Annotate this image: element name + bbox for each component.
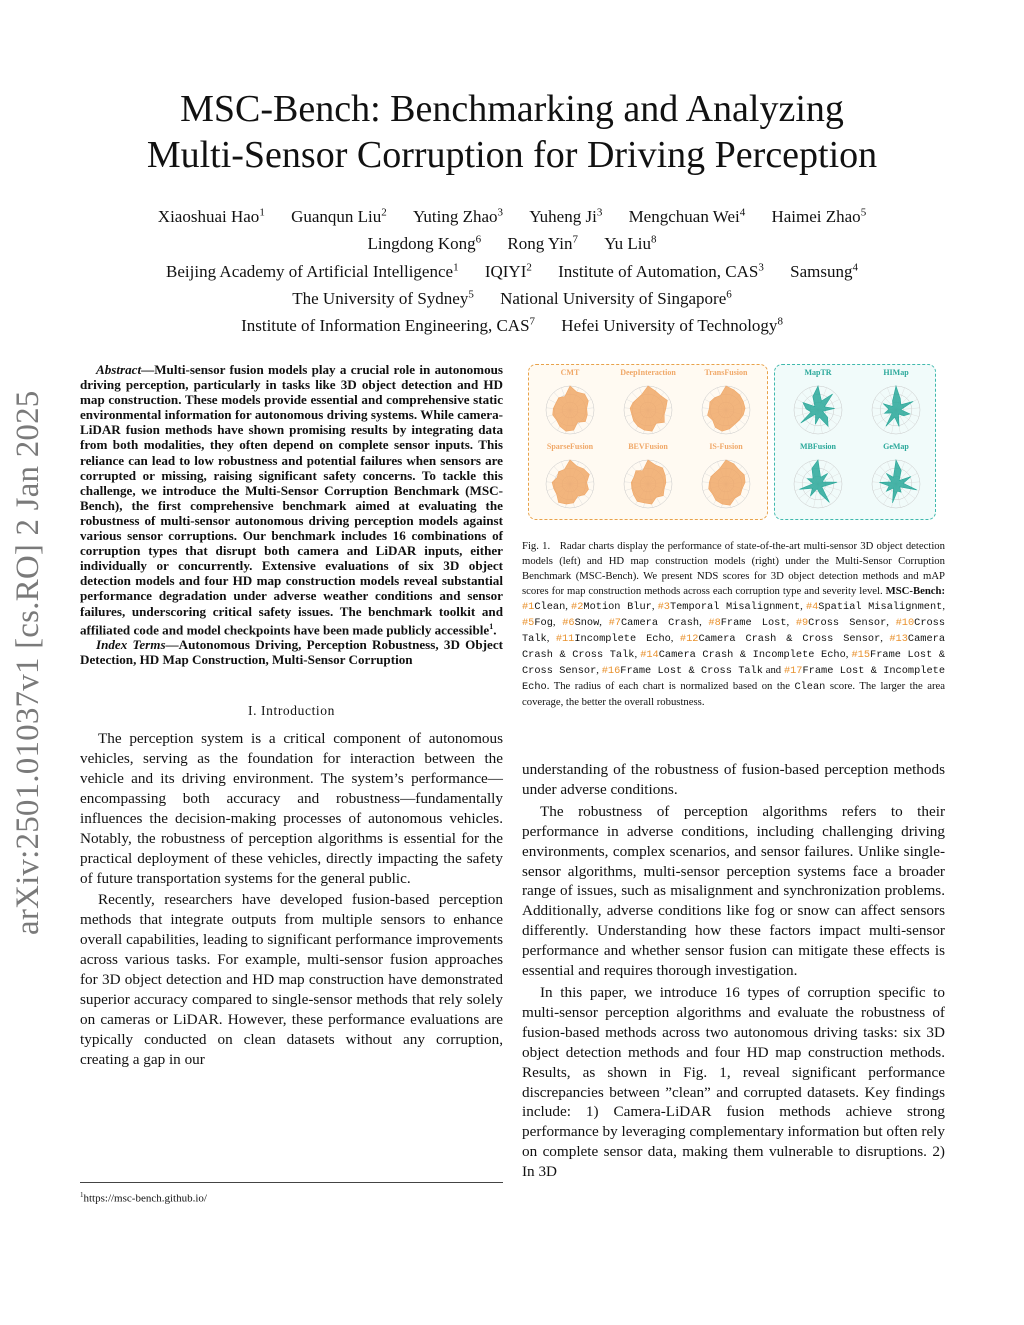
intro-paragraph-2: Recently, researchers have developed fusion-based perception methods that integrate outputs from multiple sensors to enhance overall capabilities, leading to significant performance improvements across various tasks. For example, multi-sensor fusion approaches for 3D object detection and HD map construction have demonstrated superior accuracy compared to single-sensor methods that rely solely on cameras or LiDAR. However, these performance evaluations are typically conducted on clean datasets without any corruption, creating a gap in our — [80, 891, 503, 1068]
radar-model-name: HIMap — [883, 368, 909, 377]
author-name: Mengchuan Wei$^4$ — [628, 206, 746, 226]
corruption-index: #11 — [555, 633, 575, 645]
author-row-2 — [70, 228, 954, 255]
radar-area — [879, 460, 917, 503]
abstract — [80, 362, 503, 667]
affiliation: Beijing Academy of Artificial Intelligence$^1$ — [166, 260, 459, 281]
affiliation: Samsung$^4$ — [790, 260, 858, 281]
radar-model-name: BEVFusion — [628, 442, 668, 451]
right-paragraph-1: understanding of the robustness of fusion-based perception methods under adverse conditions. — [522, 761, 945, 798]
caption-clean-term: Clean — [794, 681, 826, 693]
corruption-index: #7 — [608, 617, 621, 629]
abstract-text: —Multi-sensor fusion models play a crucial role in autonomous driving perception, particularly in tasks like 3D object detection and HD map construction. These models provide essential and comprehensive static environmental information for autonomous driving systems. While camera-LiDAR fusion methods have shown promising results by integrating data from both modalities, they often depend on complete sensor inputs. This reliance can lead to low robustness and potential failures when sensors are corrupted or missing, raising significant safety concerns. To tackle this challenge, we introduce the Multi-Sensor Corruption Benchmark (MSC-Bench), the first comprehensive benchmark aimed at evaluating the robustness of multi-sensor autonomous driving perception models against various sensor corruptions. Our benchmark includes 16 combinations of corruption types that disrupt both camera and LiDAR inputs, either individually or concurrently. Extensive evaluations of six 3D object detection models and four HD map construction models reveal substantial performance degradation under adverse weather conditions and sensor failures, underscoring critical safety issues. The benchmark toolkit and affiliated code and model checkpoints have been made publicly accessible — [80, 362, 503, 637]
affiliation: Institute of Automation, CAS$^3$ — [558, 260, 764, 281]
radar-area — [708, 386, 746, 431]
author-block — [70, 201, 954, 338]
corruption-index: #10 — [895, 617, 915, 629]
corruption-name: Frame Lost & Cross Sensor — [522, 649, 946, 677]
corruption-name: Frame Lost & Incomplete Echo — [522, 665, 945, 693]
radar-area — [801, 386, 835, 426]
abstract-footnote-mark: 1 — [489, 621, 494, 631]
paper-title — [70, 86, 954, 178]
radar-chart — [532, 442, 608, 516]
radar-plot — [780, 379, 856, 441]
radar-chart — [858, 442, 934, 516]
figure-caption — [522, 539, 945, 710]
footnote — [80, 1182, 503, 1206]
radar-chart — [610, 368, 686, 442]
radar-chart — [858, 368, 934, 442]
author-name: Guanqun Liu$^2$ — [291, 206, 387, 226]
corruption-index: #9 — [795, 617, 809, 629]
corruption-index: #13 — [889, 633, 908, 645]
right-paragraph-2: The robustness of perception algorithms refers to their performance in adverse conditions, including challenging driving environments, complex scenarios, and sensor failures. Unlike single-sensor algorithms, multi-sensor perception systems face a broader range of issues, such as misalignment and synchronization problems. Additionally, adverse conditions like fog or snow can affect sensors differently. Understanding how these factors impact multi-sensor performance and whether sensor fusion can mitigate these effects is essential and requires thorough investigation. — [522, 802, 945, 980]
radar-area — [553, 386, 589, 431]
author-name: Yuheng Ji$^3$ — [529, 206, 603, 226]
affiliation: Hefei University of Technology$^8$ — [561, 315, 783, 336]
corruption-name: Clean — [534, 601, 566, 613]
caption-tail-text: score. The larger the area coverage, the better the overall robustness. — [522, 680, 946, 708]
corruption-index: #5 — [522, 617, 535, 629]
index-terms-text: —Autonomous Driving, Perception Robustness, 3D Object Detection, HD Map Construction, Multi-Sensor Corruption — [80, 637, 503, 668]
corruption-name: Camera Crash — [620, 617, 700, 629]
corruption-index: #4 — [805, 601, 819, 613]
title-line-1: MSC-Bench: Benchmarking and Analyzing — [180, 88, 844, 130]
affiliation-row-2 — [70, 283, 954, 310]
radar-model-name: SparseFusion — [546, 442, 594, 451]
corruption-name: Fog — [534, 617, 553, 629]
footnote-url[interactable]: https://msc-bench.github.io/ — [83, 1192, 207, 1205]
radar-chart — [780, 442, 856, 516]
radar-chart — [780, 368, 856, 442]
radar-area — [709, 460, 745, 505]
author-name: Lingdong Kong$^6$ — [367, 233, 482, 254]
corruption-name: Camera Crash & Incomplete Echo — [658, 649, 846, 661]
corruption-index: #3 — [657, 601, 670, 613]
radar-chart — [688, 368, 764, 442]
affiliation: National University of Singapore$^6$ — [500, 288, 732, 309]
corruption-index: #15 — [851, 649, 871, 661]
caption-label: Fig. 1. — [522, 540, 551, 552]
author-name: Xiaoshuai Hao$^1$ — [157, 206, 265, 226]
radar-plot — [688, 453, 764, 515]
corruption-name: Cross Sensor — [808, 617, 887, 629]
footnote-number: 1 — [80, 1191, 84, 1199]
radar-plot — [780, 453, 856, 515]
affiliation: The University of Sydney$^5$ — [292, 288, 474, 309]
radar-model-name: CMT — [560, 368, 580, 377]
affiliation-row-1 — [70, 256, 954, 283]
author-name: Yuting Zhao$^3$ — [413, 206, 504, 226]
corruption-name: Cross Talk — [522, 617, 946, 645]
index-terms — [80, 637, 503, 667]
corruption-index: #12 — [679, 633, 699, 645]
abstract-label: Abstract — [96, 362, 142, 377]
radar-plot — [610, 379, 686, 441]
corruption-name: Temporal Misalignment — [669, 601, 801, 613]
corruption-index: #8 — [708, 617, 721, 629]
index-terms-label: Index Terms — [96, 637, 166, 653]
radar-plot — [858, 453, 934, 515]
affiliation: Institute of Information Engineering, CAS$^7$ — [241, 315, 536, 336]
radar-area — [883, 386, 913, 427]
affiliation-row-3 — [70, 311, 954, 338]
title-line-2: Multi-Sensor Corruption for Driving Perception — [146, 134, 878, 176]
radar-plot — [858, 379, 934, 441]
corruption-index: #6 — [562, 617, 575, 629]
radar-plot — [688, 379, 764, 441]
corruption-name: Frame Lost & Cross Talk — [620, 665, 763, 677]
radar-plot — [532, 453, 608, 515]
radar-model-name: DeepInteraction — [620, 368, 676, 377]
radar-chart — [610, 442, 686, 516]
intro-paragraph-1: The perception system is a critical component of autonomous vehicles, serving as the foundation for interaction between the vehicle and its driving environment. The system’s performance—encompassing both accuracy and robustness—fundamentally influences the decision-making processes of autonomous vehicles. Notably, the robustness of perception algorithms is essential for the practical deployment of these vehicles, directly impacting the safety of future transportation systems for the general public. — [80, 730, 503, 887]
corruption-name: Frame Lost — [720, 617, 787, 629]
left-column — [80, 362, 503, 1072]
corruption-index: #1 — [522, 601, 535, 613]
radar-plot — [532, 379, 608, 441]
right-paragraph-3: In this paper, we introduce 16 types of corruption specific to multi-sensor perception algorithms and evaluate the robustness of fusion-based methods across two autonomous driving tasks: six 3D object detection methods and four HD map construction methods. Results, as shown in Fig. 1, reveal significant performance discrepancies between ”clean” and corrupted datasets. Key findings include: 1) Camera-LiDAR fusion methods achieve strong performance by leveraging complementary information but often rely on complete sensor data, making them vulnerable to disruptions. 2) In 3D — [522, 983, 945, 1181]
caption-corruption-list: #1Clean, #2Motion Blur, #3Temporal Misalignment, #4Spatial Misalignment, #5Fog, #6Snow, #7Camera Crash, #8Frame Lost, #9Cross Sensor, #10Cross Talk, #11Incomplete Echo, #12Camera Crash & Cross Sensor, #13Camera Crash & Cross Talk, #14Camera Crash & Incomplete Echo, #15Frame Lost & Cross Sensor, #16Frame Lost & Cross Talk and #17Frame Lost & Incomplete Echo. — [522, 600, 946, 693]
author-name: Rong Yin$^7$ — [507, 233, 578, 254]
radar-model-name: MBFusion — [799, 442, 836, 451]
section-heading-introduction: I. Introduction — [248, 703, 335, 719]
right-column-body — [522, 760, 945, 1184]
corruption-index: #16 — [601, 665, 621, 677]
introduction-body — [80, 729, 503, 1069]
corruption-name: Camera Crash & Cross Sensor — [698, 633, 881, 645]
radar-chart — [532, 368, 608, 442]
corruption-name: Spatial Misalignment — [818, 601, 943, 613]
arxiv-identifier: arXiv:2501.01037v1 [cs.RO] 2 Jan 2025 — [10, 390, 46, 935]
corruption-name: Motion Blur — [583, 601, 652, 613]
caption-bold-label: MSC-Bench: — [885, 585, 946, 597]
radar-area — [630, 386, 667, 431]
author-name: Yu Liu$^8$ — [604, 233, 657, 254]
corruption-index: #14 — [640, 649, 659, 661]
author-row-1 — [70, 201, 954, 228]
radar-model-name: IS-Fusion — [709, 442, 743, 451]
corruption-index: #2 — [571, 601, 584, 613]
corruption-name: Incomplete Echo — [574, 633, 671, 645]
radar-area — [800, 460, 838, 502]
radar-model-name: GeMap — [883, 442, 909, 451]
corruption-index: #17 — [783, 665, 803, 677]
radar-area — [552, 460, 589, 504]
affiliation: IQIYI$^2$ — [484, 260, 532, 281]
radar-model-name: MapTR — [804, 368, 832, 377]
caption-normalize-text: The radius of each chart is normalized based on the — [553, 680, 790, 692]
author-name: Haimei Zhao$^5$ — [771, 206, 867, 226]
radar-area — [631, 460, 666, 504]
corruption-name: Snow — [574, 617, 600, 629]
radar-model-name: TransFusion — [704, 368, 748, 377]
radar-plot — [610, 453, 686, 515]
corruption-name: Camera Crash & Cross Talk — [522, 633, 945, 661]
radar-chart — [688, 442, 764, 516]
abstract-paragraph: Abstract—Multi-sensor fusion models play a crucial role in autonomous driving perception, particularly in tasks like 3D object detection and HD map construction. These models provide essential and comprehensive static environmental information for autonomous driving systems. While camera-LiDAR fusion methods have shown promising results by integrating data from both modalities, they often depend on complete sensor inputs. This reliance can lead to low robustness and potential failures when sensors are corrupted or missing, raising significant safety concerns. To tackle this challenge, we introduce the Multi-Sensor Corruption Benchmark (MSC-Bench), the first comprehensive benchmark aimed at evaluating the robustness of multi-sensor autonomous driving perception models against various sensor corruptions. Our benchmark includes 16 combinations of corruption types that disrupt both camera and LiDAR inputs, either individually or concurrently. Extensive evaluations of six 3D object detection models and four HD map construction models reveal substantial performance degradation under adverse weather conditions and sensor failures, underscoring critical safety issues. The benchmark toolkit and affiliated code and model checkpoints have been made publicly accessible$^1$. — [80, 362, 503, 637]
figure-1-radar-charts — [528, 364, 946, 520]
caption-text: Radar charts display the performance of state-of-the-art multi-sensor 3D object detection models (left) and HD map construction models (right) under the Multi-Sensor Corruption Benchmark (MSC-Bench). We present NDS scores for 3D object detection methods and mAP scores for map construction methods across each corruption type and severity level. — [522, 540, 945, 597]
